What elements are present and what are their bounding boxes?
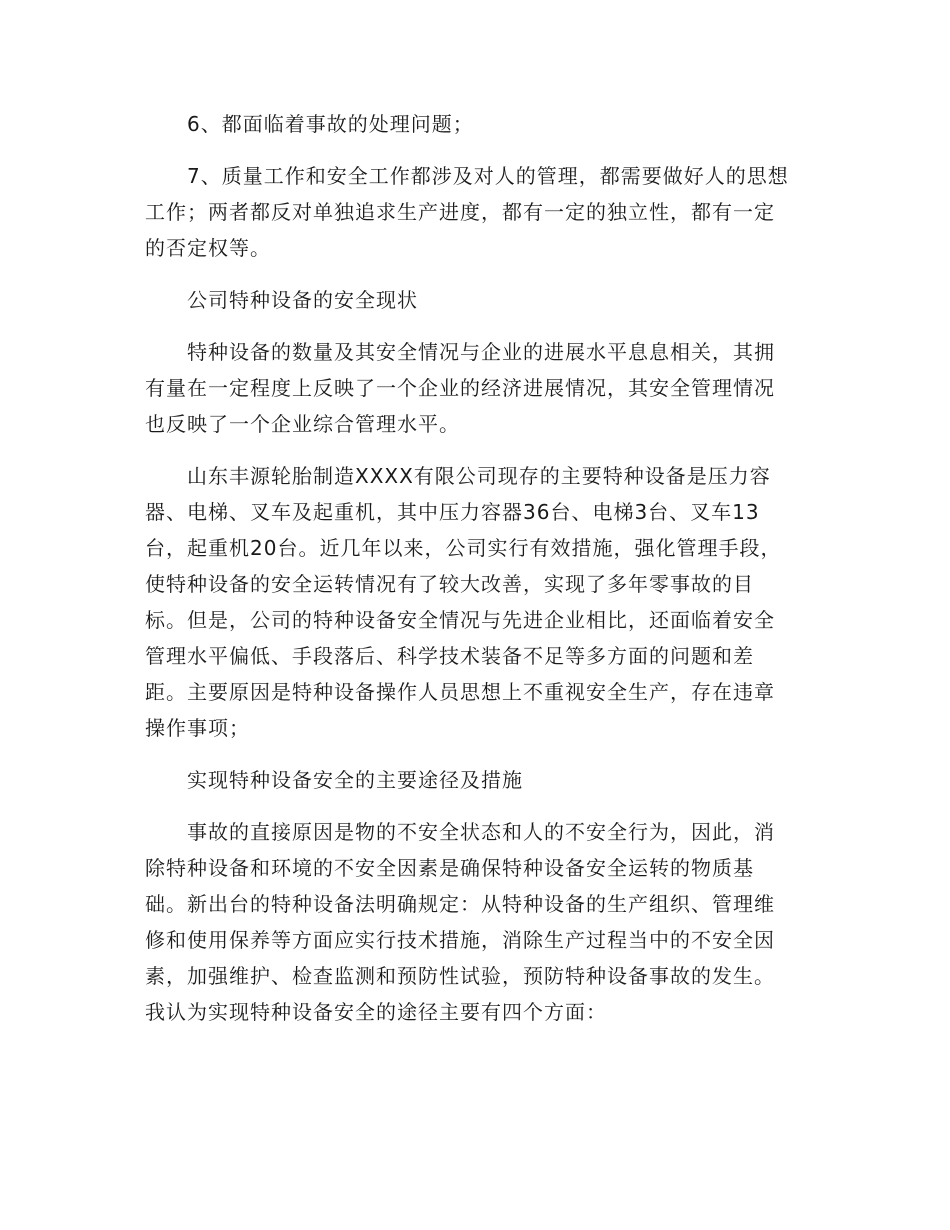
text-line: 除特种设备和环境的不安全因素是确保特种设备安全运转的物质基 xyxy=(145,856,754,880)
section-heading-current-status xyxy=(145,282,805,318)
section-heading-safety-measures xyxy=(145,762,805,798)
paragraph-accident-causes xyxy=(145,814,805,1030)
text-line: 修和使用保养等方面应实行技术措施，消除生产过程当中的不安全因 xyxy=(145,928,775,952)
text-line: 工作；两者都反对单独追求生产进度，都有一定的独立性，都有一定 xyxy=(145,200,775,224)
text-line: 础。新出台的特种设备法明确规定：从特种设备的生产组织、管理维 xyxy=(145,892,775,916)
text-line: 我认为实现特种设备安全的途径主要有四个方面： xyxy=(145,1000,607,1024)
text-line: 事故的直接原因是物的不安全状态和人的不安全行为，因此，消 xyxy=(187,820,775,844)
text-line: 台，起重机20台。近几年以来，公司实行有效措施，强化管理手段， xyxy=(145,536,782,560)
text-line: 有量在一定程度上反映了一个企业的经济进展情况，其安全管理情况 xyxy=(145,376,775,400)
text-line: 管理水平偏低、手段落后、科学技术装备不足等多方面的问题和差 xyxy=(145,644,754,668)
text-line: 山东丰源轮胎制造XXXX有限公司现存的主要特种设备是压力容 xyxy=(187,464,771,488)
text-line: 7、质量工作和安全工作都涉及对人的管理，都需要做好人的思想 xyxy=(187,164,789,188)
text-line: 距。主要原因是特种设备操作人员思想上不重视安全生产，存在违章 xyxy=(145,680,775,704)
text-line: 素，加强维护、检查监测和预防性试验，预防特种设备事故的发生。 xyxy=(145,964,775,988)
text-line: 也反映了一个企业综合管理水平。 xyxy=(145,412,460,436)
text-line: 标。但是，公司的特种设备安全情况与先进企业相比，还面临着安全 xyxy=(145,608,775,632)
text-line: 使特种设备的安全运转情况有了较大改善，实现了多年零事故的目 xyxy=(145,572,754,596)
heading-text: 公司特种设备的安全现状 xyxy=(187,288,418,312)
paragraph-equipment-quantity xyxy=(145,334,805,442)
text-line: 操作事项； xyxy=(145,716,250,740)
paragraph-item-7 xyxy=(145,158,805,266)
text-line: 器、电梯、叉车及起重机，其中压力容器36台、电梯3台、叉车13 xyxy=(145,500,760,524)
heading-text: 实现特种设备安全的主要途径及措施 xyxy=(187,768,523,792)
paragraph-item-6 xyxy=(145,106,805,142)
text-line: 的否定权等。 xyxy=(145,236,271,260)
paragraph-company-equipment xyxy=(145,458,805,746)
text-line: 6、都面临着事故的处理问题； xyxy=(187,112,474,136)
document-body xyxy=(145,106,805,1046)
text-line: 特种设备的数量及其安全情况与企业的进展水平息息相关，其拥 xyxy=(187,340,775,364)
